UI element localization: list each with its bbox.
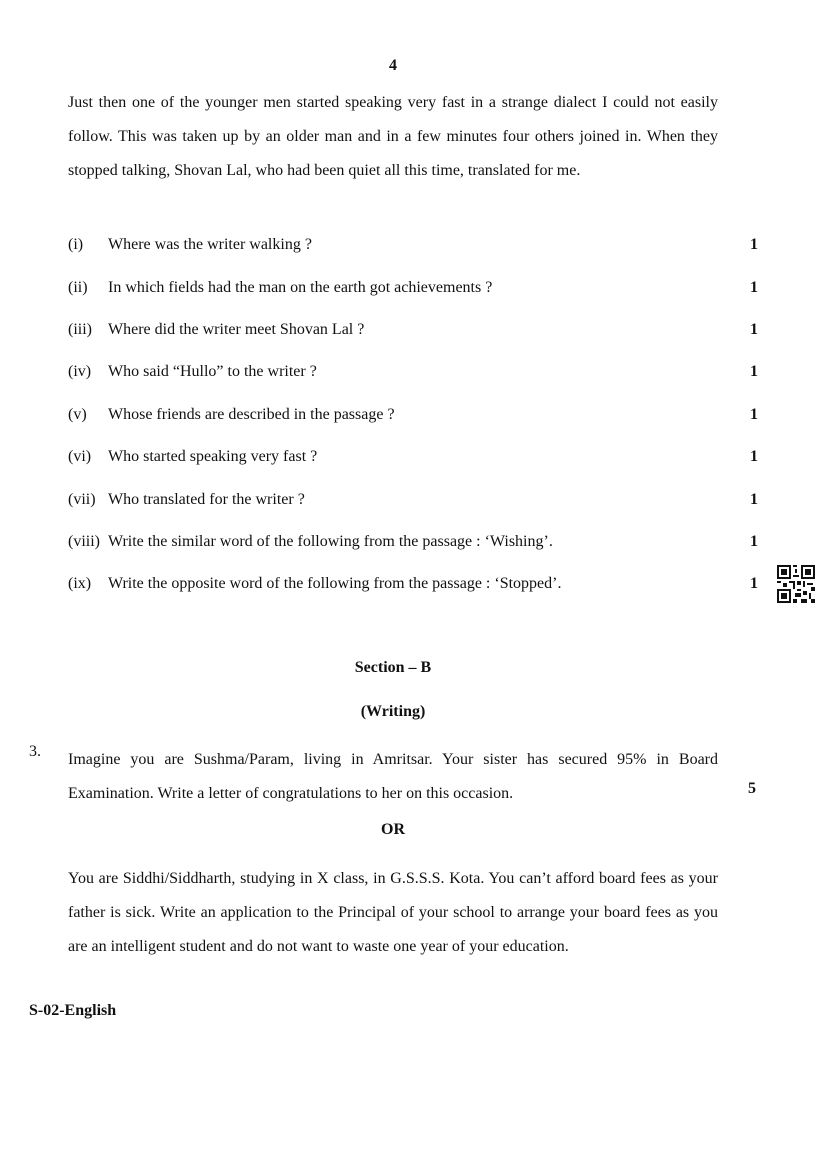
- question-item: [68, 360, 758, 384]
- question-number: (ii): [68, 279, 88, 296]
- or-label: OR: [381, 821, 405, 838]
- question-text: Where was the writer walking ?: [108, 236, 312, 253]
- passage-text: Just then one of the younger men started speaking very fast in a strange dialect I could not easily follow. This was taken up by an older man and in a few minutes four others joined in. When they stopped talking, Shovan Lal, who had been quiet all this time, translated for me.: [68, 94, 718, 179]
- question-number: (vii): [68, 491, 96, 508]
- question-item: [68, 488, 758, 512]
- question-item: [68, 445, 758, 469]
- question-text: Who started speaking very fast ?: [108, 448, 318, 465]
- task-marks: 5: [748, 780, 756, 797]
- question-marks: 1: [750, 533, 758, 550]
- question-number: (iv): [68, 363, 92, 380]
- question-number: (vi): [68, 448, 92, 465]
- question-text: Who said “Hullo” to the writer ?: [108, 363, 317, 380]
- question-marks: 1: [750, 448, 758, 465]
- qr-code-icon: [777, 565, 815, 603]
- question-text: Whose friends are described in the passage ?: [108, 406, 395, 423]
- section-subtitle: (Writing): [360, 703, 426, 720]
- question-number: (viii): [68, 533, 100, 550]
- task-text: Imagine you are Sushma/Param, living in Amritsar. Your sister has secured 95% in Board Examination. Write a letter of congratulations to her on this occasion.: [68, 751, 718, 802]
- question-marks: 1: [750, 575, 758, 592]
- question-item: [68, 572, 758, 596]
- question-item: [68, 233, 758, 257]
- question-text: In which fields had the man on the earth got achievements ?: [108, 279, 493, 296]
- question-item: [68, 530, 758, 554]
- question-marks: 1: [750, 363, 758, 380]
- question-marks: 1: [750, 406, 758, 423]
- alternative-task-text: You are Siddhi/Siddharth, studying in X class, in G.S.S.S. Kota. You can’t afford board fees as your father is sick. Write an application to the Principal of your school to arrange your board fees as you are an intelligent student and do not want to waste one year of your education.: [68, 870, 718, 955]
- question-text: Write the similar word of the following from the passage : ‘Wishing’.: [108, 533, 553, 550]
- question-number: (i): [68, 236, 84, 253]
- question-text: Where did the writer meet Shovan Lal ?: [108, 321, 365, 338]
- question-number: (ix): [68, 575, 92, 592]
- question-number: (iii): [68, 321, 92, 338]
- question-item: [68, 276, 758, 300]
- question-item: [68, 403, 758, 427]
- question-number: (v): [68, 406, 87, 423]
- section-title: Section – B: [354, 659, 432, 676]
- paper-code: S-02-English: [29, 1002, 117, 1019]
- question-marks: 1: [750, 491, 758, 508]
- question-text: Write the opposite word of the following from the passage : ‘Stopped’.: [108, 575, 562, 592]
- question-item: [68, 318, 758, 342]
- page-number: 4: [389, 57, 397, 74]
- question-text: Who translated for the writer ?: [108, 491, 305, 508]
- task-number: 3.: [29, 743, 41, 760]
- question-marks: 1: [750, 321, 758, 338]
- question-marks: 1: [750, 279, 758, 296]
- question-marks: 1: [750, 236, 758, 253]
